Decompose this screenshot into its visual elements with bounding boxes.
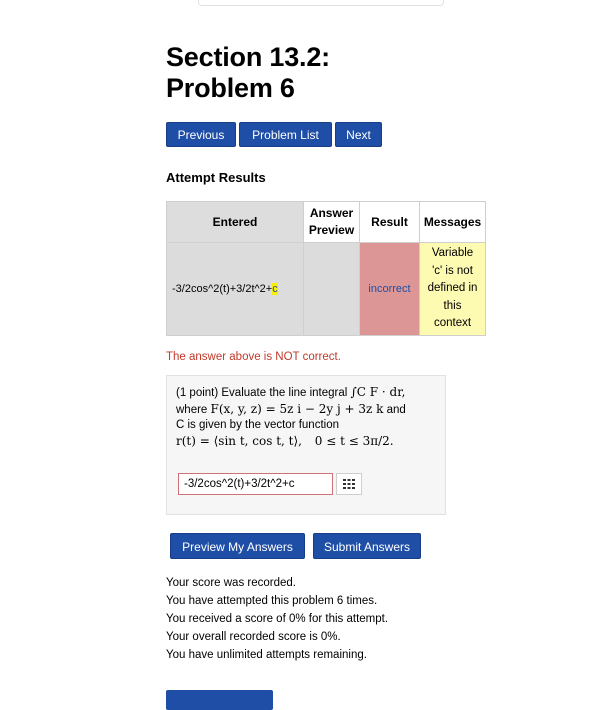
score-line: You received a score of 0% for this attempt. [166,613,389,625]
score-line: Your overall recorded score is 0%. [166,631,341,643]
column-header-preview-line2: Preview [308,223,355,237]
message-line: this [443,299,462,312]
score-summary [166,574,388,664]
score-line: You have unlimited attempts remaining. [166,649,367,661]
problem-line-4 [176,434,436,451]
problem-line-2 [176,402,436,419]
score-line: Your score was recorded. [166,577,296,589]
points-text: (1 point) Evaluate the line integral [176,387,348,399]
integral-expression: ∫C F · dr, [350,385,406,399]
score-line: You have attempted this problem 6 times. [166,595,378,607]
message-line: Variable [431,247,474,260]
attempt-results-heading: Attempt Results [166,170,266,185]
curve-description: C is given by the vector function [176,419,339,431]
curve-expression: r(t) = ⟨sin t, cos t, t⟩, [176,433,302,448]
where-text: where [176,403,208,416]
column-header-entered: Entered [167,202,304,243]
equation-editor-button[interactable] [336,473,362,495]
message-line: context [433,317,472,330]
message-cell [420,243,486,336]
result-cell: incorrect [360,243,420,336]
preview-cell [304,243,360,336]
column-header-messages: Messages [420,202,486,243]
incorrect-notice: The answer above is NOT correct. [166,351,341,363]
top-panel-edge [198,0,444,6]
vector-field-expression: F(x, y, z) = 5z i − 2y j + 3z k [210,401,384,416]
and-text: and [386,403,406,416]
grid-icon [343,479,355,489]
page-title-line1: Section 13.2: [166,42,330,72]
attempt-results-table [166,201,486,336]
entered-text: -3/2cos^2(t)+3/2t^2+ [172,283,273,295]
problem-list-button[interactable]: Problem List [239,122,332,147]
entered-cell [167,243,304,336]
answer-input[interactable]: -3/2cos^2(t)+3/2t^2+c [178,473,333,495]
table-header-row [167,202,486,243]
preview-answers-button[interactable]: Preview My Answers [170,533,305,559]
entered-highlight: c [272,283,278,295]
column-header-preview [304,202,360,243]
page-title-line2: Problem 6 [166,73,295,103]
message-line: 'c' is not [432,264,473,277]
column-header-preview-line1: Answer [309,206,354,220]
parameter-range: 0 ≤ t ≤ 3π/2. [314,433,394,448]
table-row [167,243,486,336]
previous-button[interactable]: Previous [166,122,236,147]
message-line: defined in [427,282,478,295]
page-title [166,42,466,104]
problem-line-1 [176,385,436,402]
submit-answers-button[interactable]: Submit Answers [313,533,421,559]
bottom-button-partial[interactable] [166,690,273,710]
column-header-result: Result [360,202,420,243]
next-button[interactable]: Next [335,122,382,147]
